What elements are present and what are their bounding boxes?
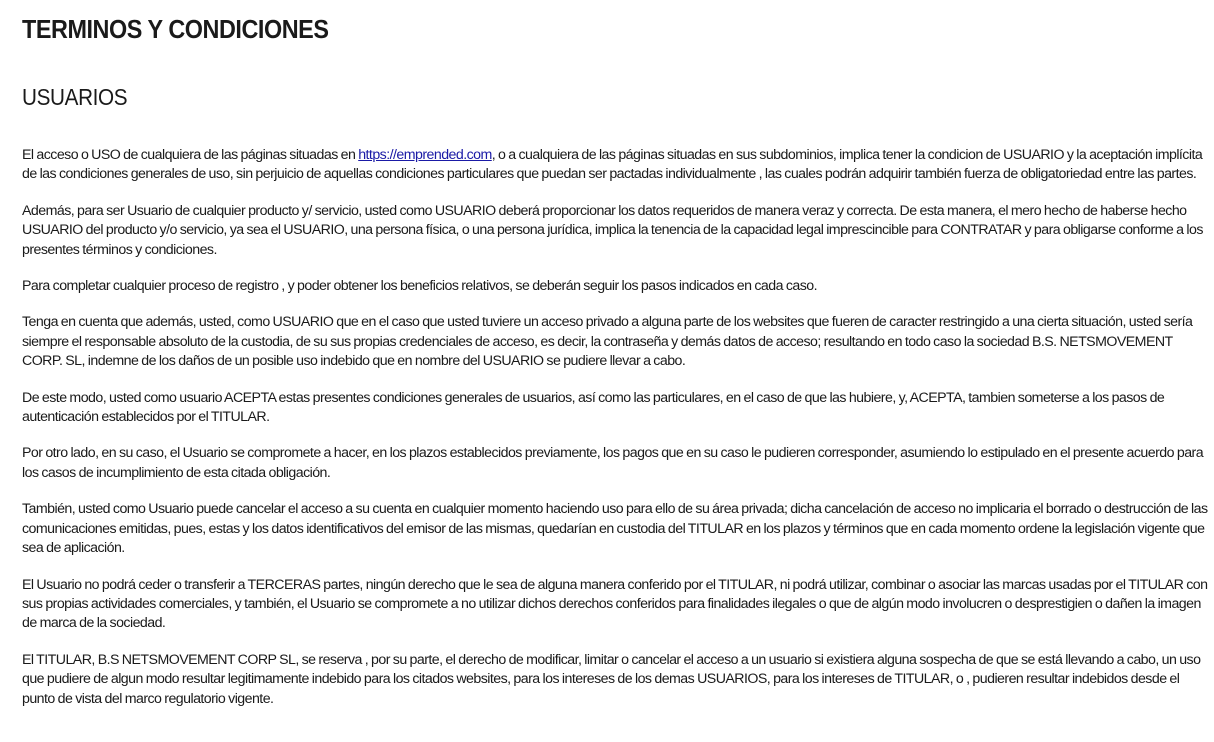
paragraph-registration-process: Para completar cualquier proceso de registro , y poder obtener los beneficios relativos, se deberán seguir los pasos indicados en cada caso.	[22, 278, 817, 295]
paragraph-transfer-rights: El Usuario no podrá ceder o transferir a TERCERAS partes, ningún derecho que le sea de alguna manera conferido por el TITULAR, ni podrá utilizar, combinar o asociar las marcas usadas por el TITULAR con sus propias actividades comerciales, y también, el Usuario se compromete a no utilizar dichos derechos conferidos para finalidades ilegales o que de algún modo involucren o desprestigien o dañen la imagen de marca de la sociedad.	[22, 576, 1208, 632]
terms-body	[22, 146, 1212, 726]
paragraph-titular-rights: El TITULAR, B.S NETSMOVEMENT CORP SL, se reserva , por su parte, el derecho de modificar, limitar o cancelar el acceso a un usuario si existiera alguna sospecha de que se está llevando a cabo, un uso que pudiere de algun modo resultar legitimamente indebido para los citados websites, para los intereses de los demas USUARIOS, para los intereses de TITULAR, o , pudieren resultar indebidos desde el punto de vista del marco regulatorio vigente.	[22, 651, 1201, 707]
paragraph-acceptance: De este modo, usted como usuario ACEPTA estas presentes condiciones generales de usuarios, así como las particulares, en el caso de que las hubiere, y, ACEPTA, tambien someterse a los pasos de autenticación establecidos por el TITULAR.	[22, 389, 1165, 426]
emprended-link[interactable]: https://emprended.com	[358, 147, 492, 163]
section-title-usuarios: USUARIOS	[22, 84, 128, 110]
paragraph-registration-data: Además, para ser Usuario de cualquier producto y/ servicio, usted como USUARIO deberá proporcionar los datos requeridos de manera veraz y correcta. De esta manera, el mero hecho de haberse hecho USUARIO del producto y/o servicio, ya sea el USUARIO, una persona física, o una persona jurídica, implica la tenencia de la capacidad legal imprescincible para CONTRATAR y para obligarse conforme a los presentes términos y condiciones.	[22, 202, 1203, 258]
paragraph-credentials: Tenga en cuenta que además, usted, como USUARIO que en el caso que usted tuviere un acceso privado a alguna parte de los websites que fueren de caracter restringido a una cierta situación, usted sería siempre el responsable absoluto de la custodia, de su sus propias credenciales de acceso, es decir, la contraseña y demás datos de acceso; resultando en todo caso la sociedad B.S. NETSMOVEMENT CORP. SL, indemne de los daños de un posible uso indebido que en nombre del USUARIO se pudiere llevar a cabo.	[22, 314, 1193, 370]
page-title: TERMINOS Y CONDICIONES	[22, 14, 329, 44]
paragraph-access-end: , o a cualquiera de las páginas situadas en sus subdominios, implica tener la condicion de USUARIO y la aceptación implícita de las condiciones generales de uso, sin perjuicio de aquellas condiciones particulares que puedan ser pactadas individualmente , las cuales podrán adquirir también fuerza de obligatoriedad entre las partes.	[22, 147, 1203, 183]
paragraph-access-start: El acceso o USO de cualquiera de las páginas situadas en	[22, 147, 359, 163]
paragraph-payments: Por otro lado, en su caso, el Usuario se compromete a hacer, en los plazos establecidos previamente, los pagos que en su caso le pudieren corresponder, asumiendo lo estipulado en el presente acuerdo para los casos de incumplimiento de esta citada obligación.	[22, 445, 1204, 481]
paragraph-cancellation: También, usted como Usuario puede cancelar el acceso a su cuenta en cualquier momento haciendo uso para ello de su área privada; dicha cancelación de acceso no implicaria el borrado o destrucción de las comunicaciones emitidas, pues, estas y los datos identificativos del emisor de las mismas, quedarían en custodia del TITULAR en los plazos y términos que en cada momento ordene la legislación vigente que sea de aplicación.	[22, 501, 1208, 557]
paragraph-access	[22, 146, 1212, 185]
